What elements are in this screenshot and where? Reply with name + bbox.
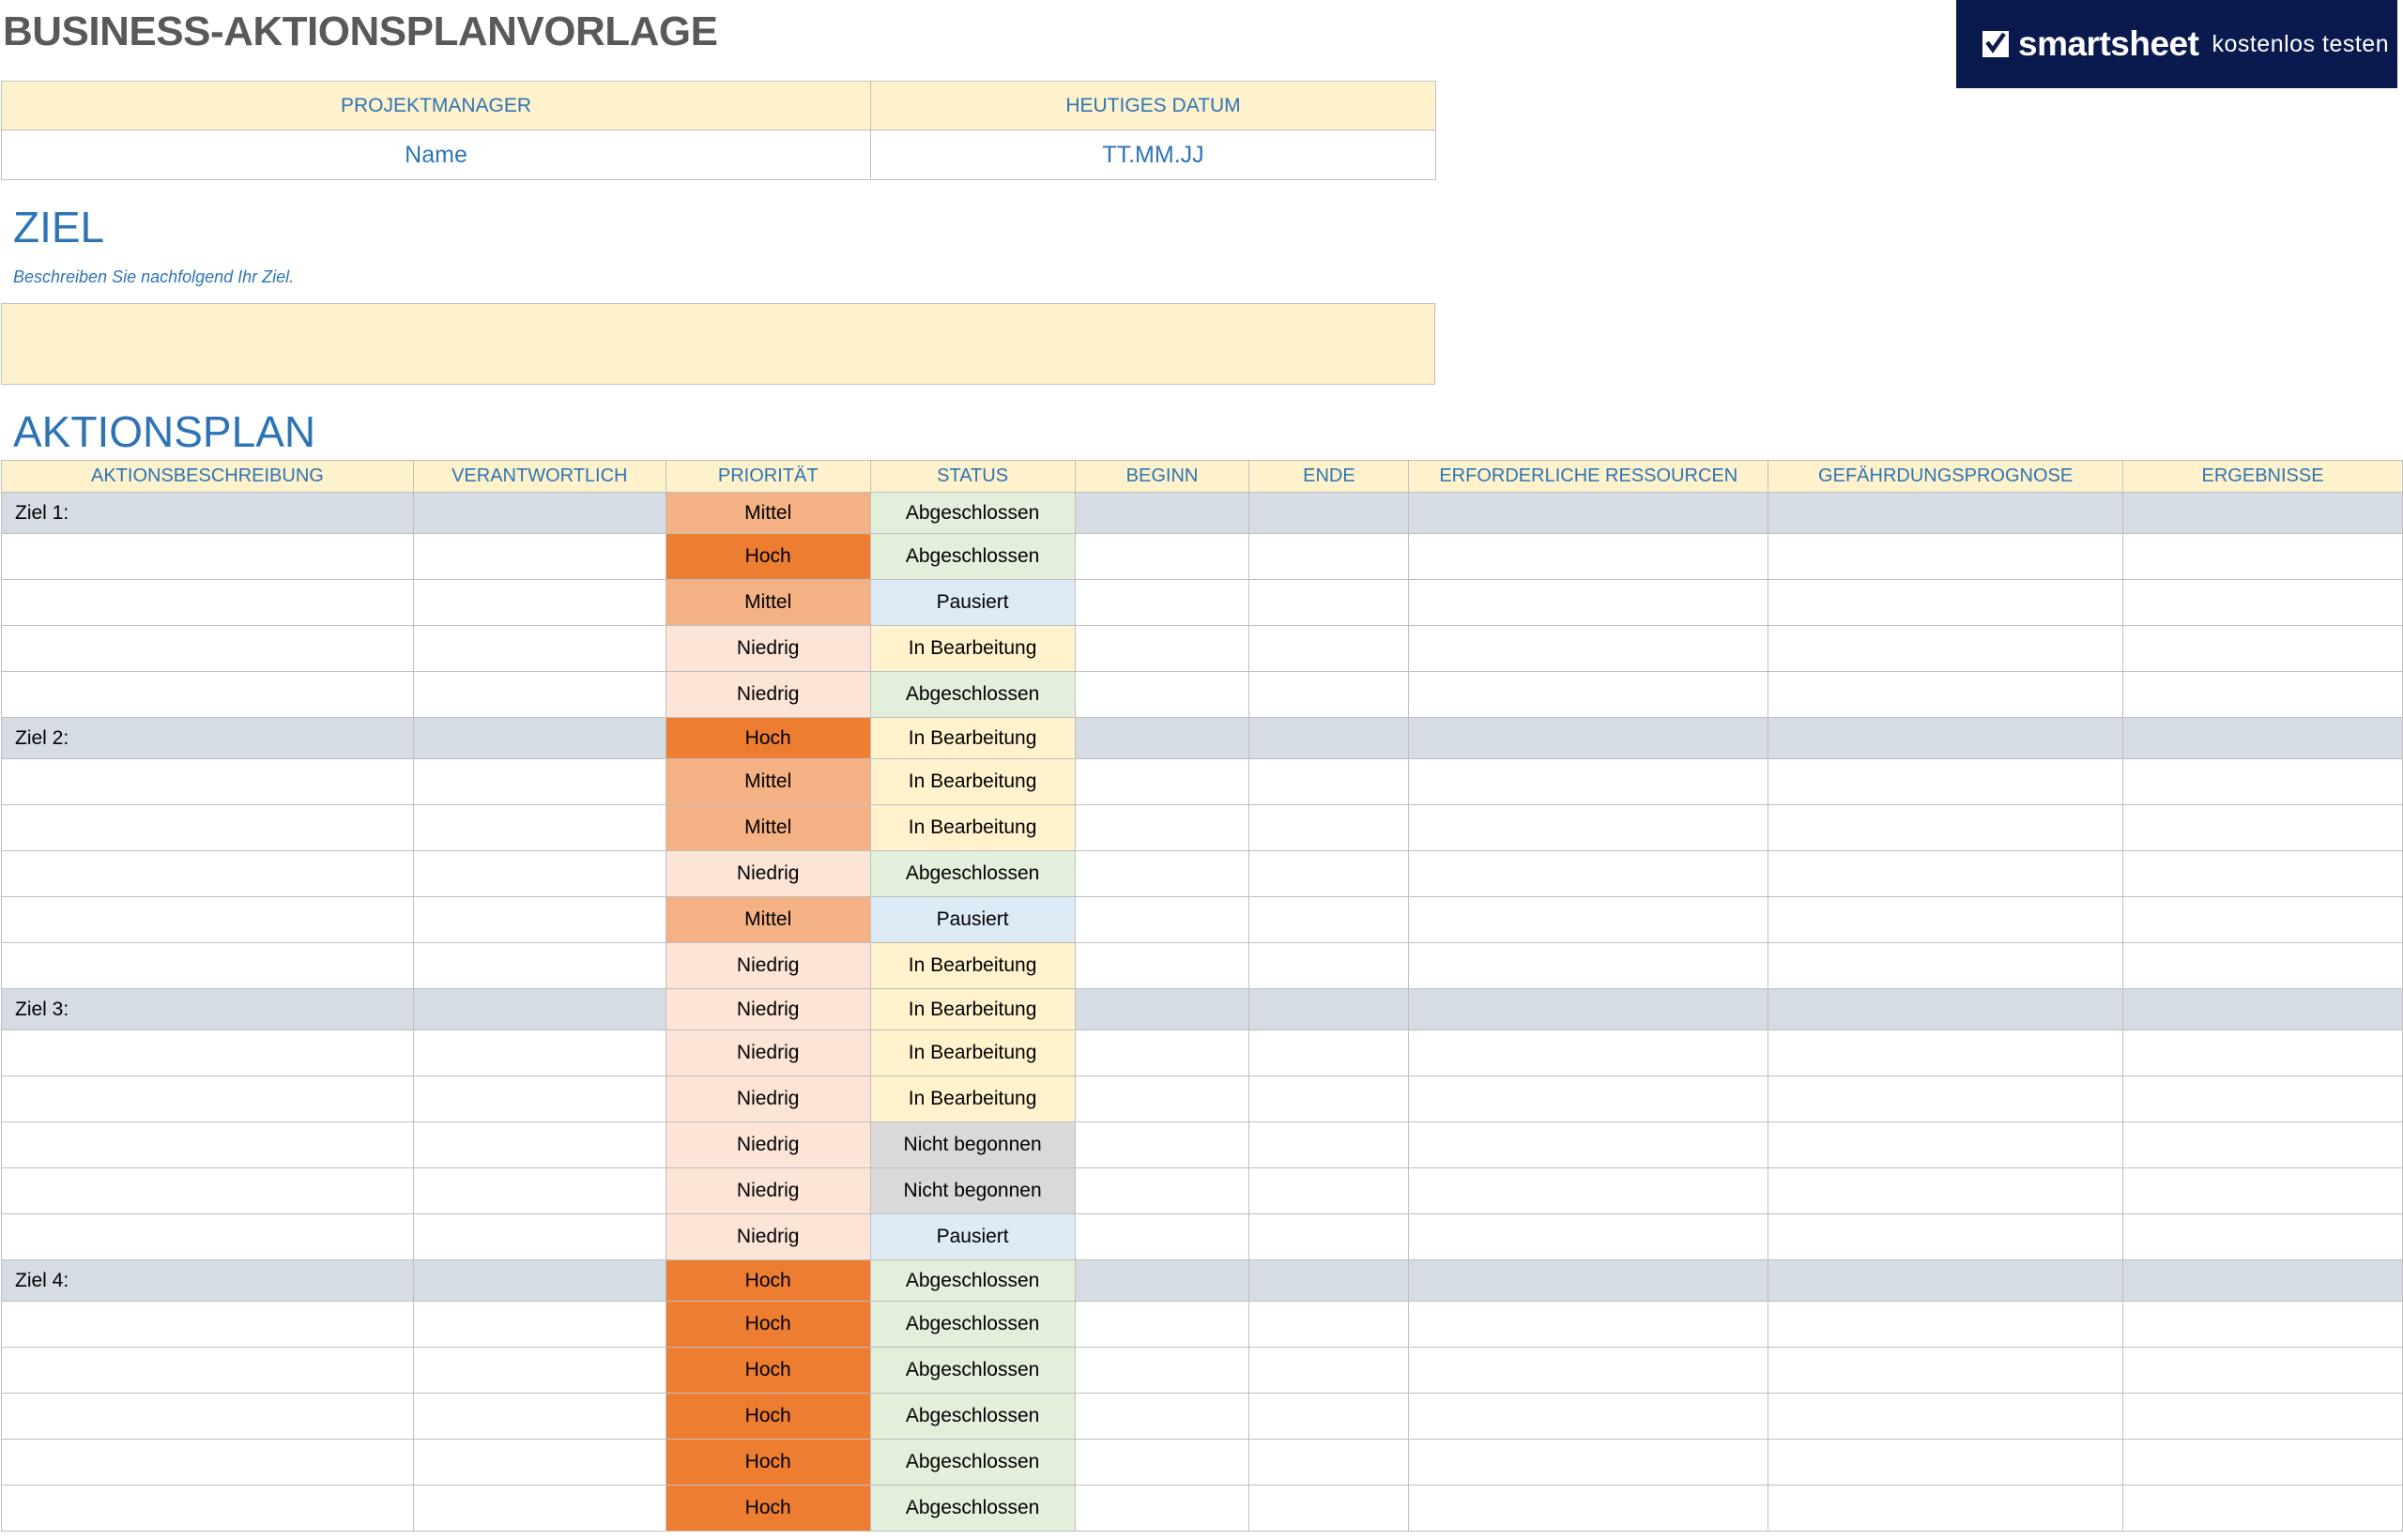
risk-cell[interactable] [1768, 759, 2123, 805]
responsible-cell[interactable] [413, 1486, 666, 1532]
responsible-cell[interactable] [413, 1260, 666, 1302]
end-cell[interactable] [1249, 1260, 1409, 1302]
goal-row [2, 1260, 2403, 1302]
responsible-cell[interactable] [413, 1076, 666, 1122]
end-cell[interactable] [1249, 1302, 1409, 1348]
column-header-resources[interactable]: ERFORDERLICHE RESSOURCEN [1409, 461, 1768, 493]
risk-cell[interactable] [1768, 493, 2123, 534]
action-description-cell[interactable] [2, 759, 414, 805]
start-cell[interactable] [1075, 534, 1249, 580]
action-description-cell[interactable] [2, 1302, 414, 1348]
responsible-cell[interactable] [413, 718, 666, 759]
results-cell[interactable] [2123, 759, 2403, 805]
risk-cell[interactable] [1768, 534, 2123, 580]
resources-cell[interactable] [1409, 1168, 1768, 1214]
risk-cell[interactable] [1768, 897, 2123, 943]
results-cell[interactable] [2123, 1168, 2403, 1214]
goal-row [2, 718, 2403, 759]
start-cell[interactable] [1075, 672, 1249, 718]
responsible-cell[interactable] [413, 1122, 666, 1168]
status-cell[interactable]: Abgeschlossen [870, 1486, 1075, 1532]
results-cell[interactable] [2123, 493, 2403, 534]
start-cell[interactable] [1075, 805, 1249, 851]
start-cell[interactable] [1075, 493, 1249, 534]
table-row [2, 759, 2403, 805]
results-cell[interactable] [2123, 1486, 2403, 1532]
results-cell[interactable] [2123, 1302, 2403, 1348]
table-row [2, 897, 2403, 943]
table-row [2, 943, 2403, 989]
goal-hint: Beschreiben Sie nachfolgend Ihr Ziel. [13, 267, 295, 286]
end-cell[interactable] [1249, 759, 1409, 805]
table-row [2, 1394, 2403, 1440]
table-row [2, 805, 2403, 851]
action-description-cell[interactable]: Ziel 3: [2, 989, 414, 1030]
responsible-cell[interactable] [413, 1030, 666, 1076]
start-cell[interactable] [1075, 718, 1249, 759]
status-cell[interactable]: Abgeschlossen [870, 1440, 1075, 1486]
end-cell[interactable] [1249, 851, 1409, 897]
status-cell[interactable]: In Bearbeitung [870, 626, 1075, 672]
status-cell[interactable]: Abgeschlossen [870, 1348, 1075, 1394]
priority-cell[interactable]: Mittel [666, 493, 870, 534]
action-description-cell[interactable] [2, 1440, 414, 1486]
status-cell[interactable]: Abgeschlossen [870, 672, 1075, 718]
column-header-results[interactable]: ERGEBNISSE [2123, 461, 2403, 493]
projectmanager-label: PROJEKTMANAGER [2, 82, 871, 130]
action-plan-header-row [2, 461, 2403, 493]
start-cell[interactable] [1075, 1348, 1249, 1394]
results-cell[interactable] [2123, 1348, 2403, 1394]
action-description-cell[interactable] [2, 851, 414, 897]
results-cell[interactable] [2123, 718, 2403, 759]
end-cell[interactable] [1249, 1486, 1409, 1532]
action-description-cell[interactable]: Ziel 1: [2, 493, 414, 534]
priority-cell[interactable]: Niedrig [666, 626, 870, 672]
start-cell[interactable] [1075, 1394, 1249, 1440]
status-cell[interactable]: Abgeschlossen [870, 1394, 1075, 1440]
resources-cell[interactable] [1409, 1076, 1768, 1122]
priority-cell[interactable]: Mittel [666, 897, 870, 943]
priority-cell[interactable]: Niedrig [666, 851, 870, 897]
priority-cell[interactable]: Niedrig [666, 1076, 870, 1122]
results-cell[interactable] [2123, 1440, 2403, 1486]
resources-cell[interactable] [1409, 1348, 1768, 1394]
responsible-cell[interactable] [413, 626, 666, 672]
risk-cell[interactable] [1768, 943, 2123, 989]
action-description-cell[interactable] [2, 897, 414, 943]
responsible-cell[interactable] [413, 1302, 666, 1348]
priority-cell[interactable]: Hoch [666, 1486, 870, 1532]
responsible-cell[interactable] [413, 534, 666, 580]
start-cell[interactable] [1075, 989, 1249, 1030]
action-description-cell[interactable] [2, 1030, 414, 1076]
responsible-cell[interactable] [413, 1168, 666, 1214]
status-cell[interactable]: Pausiert [870, 1214, 1075, 1260]
goal-row [2, 989, 2403, 1030]
resources-cell[interactable] [1409, 672, 1768, 718]
end-cell[interactable] [1249, 1348, 1409, 1394]
responsible-cell[interactable] [413, 989, 666, 1030]
column-header-end[interactable]: ENDE [1249, 461, 1409, 493]
end-cell[interactable] [1249, 1076, 1409, 1122]
action-description-cell[interactable] [2, 1076, 414, 1122]
priority-cell[interactable]: Hoch [666, 1394, 870, 1440]
results-cell[interactable] [2123, 1214, 2403, 1260]
results-cell[interactable] [2123, 534, 2403, 580]
brand-wordmark: smartsheet [2018, 24, 2199, 63]
status-cell[interactable]: In Bearbeitung [870, 1030, 1075, 1076]
end-cell[interactable] [1249, 943, 1409, 989]
smartsheet-check-icon [1982, 29, 2009, 59]
table-row [2, 851, 2403, 897]
results-cell[interactable] [2123, 672, 2403, 718]
end-cell[interactable] [1249, 1214, 1409, 1260]
status-cell[interactable]: Abgeschlossen [870, 534, 1075, 580]
priority-cell[interactable]: Hoch [666, 1302, 870, 1348]
status-cell[interactable]: In Bearbeitung [870, 805, 1075, 851]
action-description-cell[interactable] [2, 580, 414, 626]
responsible-cell[interactable] [413, 493, 666, 534]
end-cell[interactable] [1249, 718, 1409, 759]
resources-cell[interactable] [1409, 626, 1768, 672]
resources-cell[interactable] [1409, 1486, 1768, 1532]
risk-cell[interactable] [1768, 672, 2123, 718]
results-cell[interactable] [2123, 851, 2403, 897]
results-cell[interactable] [2123, 1122, 2403, 1168]
column-header-responsible[interactable]: VERANTWORTLICH [413, 461, 666, 493]
table-row [2, 1168, 2403, 1214]
risk-cell[interactable] [1768, 580, 2123, 626]
priority-cell[interactable]: Hoch [666, 1348, 870, 1394]
action-description-cell[interactable] [2, 1122, 414, 1168]
start-cell[interactable] [1075, 1302, 1249, 1348]
action-description-cell[interactable] [2, 534, 414, 580]
table-row [2, 1348, 2403, 1394]
risk-cell[interactable] [1768, 1394, 2123, 1440]
priority-cell[interactable]: Niedrig [666, 989, 870, 1030]
resources-cell[interactable] [1409, 805, 1768, 851]
resources-cell[interactable] [1409, 1122, 1768, 1168]
responsible-cell[interactable] [413, 851, 666, 897]
start-cell[interactable] [1075, 580, 1249, 626]
start-cell[interactable] [1075, 1030, 1249, 1076]
table-row [2, 580, 2403, 626]
priority-cell[interactable]: Niedrig [666, 1214, 870, 1260]
resources-cell[interactable] [1409, 759, 1768, 805]
risk-cell[interactable] [1768, 1122, 2123, 1168]
resources-cell[interactable] [1409, 1260, 1768, 1302]
resources-cell[interactable] [1409, 989, 1768, 1030]
priority-cell[interactable]: Hoch [666, 1440, 870, 1486]
table-row [2, 1076, 2403, 1122]
action-description-cell[interactable] [2, 1486, 414, 1532]
meta-value-row [2, 130, 1436, 180]
status-cell[interactable]: In Bearbeitung [870, 989, 1075, 1030]
status-cell[interactable]: In Bearbeitung [870, 1076, 1075, 1122]
end-cell[interactable] [1249, 534, 1409, 580]
status-cell[interactable]: Pausiert [870, 580, 1075, 626]
start-cell[interactable] [1075, 1260, 1249, 1302]
results-cell[interactable] [2123, 1260, 2403, 1302]
resources-cell[interactable] [1409, 534, 1768, 580]
end-cell[interactable] [1249, 1122, 1409, 1168]
priority-cell[interactable]: Niedrig [666, 1168, 870, 1214]
start-cell[interactable] [1075, 851, 1249, 897]
responsible-cell[interactable] [413, 1214, 666, 1260]
start-cell[interactable] [1075, 897, 1249, 943]
resources-cell[interactable] [1409, 580, 1768, 626]
action-description-cell[interactable] [2, 943, 414, 989]
start-cell[interactable] [1075, 1214, 1249, 1260]
resources-cell[interactable] [1409, 1394, 1768, 1440]
status-cell[interactable]: Abgeschlossen [870, 851, 1075, 897]
priority-cell[interactable]: Hoch [666, 1260, 870, 1302]
start-cell[interactable] [1075, 1440, 1249, 1486]
resources-cell[interactable] [1409, 1440, 1768, 1486]
results-cell[interactable] [2123, 1030, 2403, 1076]
projectmanager-field[interactable]: Name [2, 130, 871, 180]
responsible-cell[interactable] [413, 943, 666, 989]
end-cell[interactable] [1249, 493, 1409, 534]
resources-cell[interactable] [1409, 1302, 1768, 1348]
status-cell[interactable]: Pausiert [870, 897, 1075, 943]
column-header-status[interactable]: STATUS [870, 461, 1075, 493]
table-row [2, 1214, 2403, 1260]
table-row [2, 672, 2403, 718]
risk-cell[interactable] [1768, 1486, 2123, 1532]
results-cell[interactable] [2123, 897, 2403, 943]
start-cell[interactable] [1075, 943, 1249, 989]
priority-cell[interactable]: Niedrig [666, 672, 870, 718]
resources-cell[interactable] [1409, 943, 1768, 989]
action-description-cell[interactable] [2, 626, 414, 672]
start-cell[interactable] [1075, 759, 1249, 805]
action-description-cell[interactable]: Ziel 4: [2, 1260, 414, 1302]
status-cell[interactable]: Nicht begonnen [870, 1168, 1075, 1214]
goal-input[interactable] [1, 303, 1435, 385]
resources-cell[interactable] [1409, 493, 1768, 534]
results-cell[interactable] [2123, 989, 2403, 1030]
priority-cell[interactable]: Hoch [666, 718, 870, 759]
results-cell[interactable] [2123, 1076, 2403, 1122]
risk-cell[interactable] [1768, 805, 2123, 851]
priority-cell[interactable]: Niedrig [666, 1122, 870, 1168]
risk-cell[interactable] [1768, 989, 2123, 1030]
risk-cell[interactable] [1768, 1302, 2123, 1348]
start-cell[interactable] [1075, 1486, 1249, 1532]
column-header-priority[interactable]: PRIORITÄT [666, 461, 870, 493]
status-cell[interactable]: Abgeschlossen [870, 1260, 1075, 1302]
table-row [2, 1486, 2403, 1532]
priority-cell[interactable]: Mittel [666, 805, 870, 851]
risk-cell[interactable] [1768, 626, 2123, 672]
page-title: BUSINESS-AKTIONSPLANVORLAGE [3, 8, 718, 54]
status-cell[interactable]: In Bearbeitung [870, 759, 1075, 805]
end-cell[interactable] [1249, 1168, 1409, 1214]
status-cell[interactable]: Nicht begonnen [870, 1122, 1075, 1168]
end-cell[interactable] [1249, 1394, 1409, 1440]
action-description-cell[interactable] [2, 1168, 414, 1214]
table-row [2, 1302, 2403, 1348]
priority-cell[interactable]: Hoch [666, 534, 870, 580]
risk-cell[interactable] [1768, 1168, 2123, 1214]
smartsheet-trial-banner[interactable] [1956, 0, 2397, 88]
status-cell[interactable]: Abgeschlossen [870, 1302, 1075, 1348]
responsible-cell[interactable] [413, 672, 666, 718]
risk-cell[interactable] [1768, 851, 2123, 897]
table-row [2, 626, 2403, 672]
date-field[interactable]: TT.MM.JJ [871, 130, 1436, 180]
priority-cell[interactable]: Niedrig [666, 943, 870, 989]
start-cell[interactable] [1075, 1168, 1249, 1214]
action-description-cell[interactable] [2, 805, 414, 851]
table-row [2, 1030, 2403, 1076]
end-cell[interactable] [1249, 805, 1409, 851]
priority-cell[interactable]: Niedrig [666, 1030, 870, 1076]
start-cell[interactable] [1075, 626, 1249, 672]
meta-header-row [2, 82, 1436, 130]
end-cell[interactable] [1249, 897, 1409, 943]
column-header-description[interactable]: AKTIONSBESCHREIBUNG [2, 461, 414, 493]
goal-row [2, 493, 2403, 534]
results-cell[interactable] [2123, 805, 2403, 851]
responsible-cell[interactable] [413, 1394, 666, 1440]
action-description-cell[interactable]: Ziel 2: [2, 718, 414, 759]
responsible-cell[interactable] [413, 759, 666, 805]
risk-cell[interactable] [1768, 1348, 2123, 1394]
risk-cell[interactable] [1768, 1030, 2123, 1076]
results-cell[interactable] [2123, 580, 2403, 626]
priority-cell[interactable]: Mittel [666, 759, 870, 805]
responsible-cell[interactable] [413, 1348, 666, 1394]
responsible-cell[interactable] [413, 805, 666, 851]
table-row [2, 1440, 2403, 1486]
risk-cell[interactable] [1768, 1214, 2123, 1260]
goal-heading: ZIEL [13, 203, 105, 252]
end-cell[interactable] [1249, 626, 1409, 672]
resources-cell[interactable] [1409, 718, 1768, 759]
resources-cell[interactable] [1409, 1214, 1768, 1260]
action-plan-heading: AKTIONSPLAN [13, 407, 316, 456]
responsible-cell[interactable] [413, 897, 666, 943]
date-label: HEUTIGES DATUM [871, 82, 1436, 130]
priority-cell[interactable]: Mittel [666, 580, 870, 626]
end-cell[interactable] [1249, 1440, 1409, 1486]
column-header-start[interactable]: BEGINN [1075, 461, 1249, 493]
trial-link[interactable]: kostenlos testen [2212, 30, 2390, 57]
resources-cell[interactable] [1409, 897, 1768, 943]
resources-cell[interactable] [1409, 1030, 1768, 1076]
table-row [2, 1122, 2403, 1168]
risk-cell[interactable] [1768, 1076, 2123, 1122]
column-header-risk[interactable]: GEFÄHRDUNGSPROGNOSE [1768, 461, 2123, 493]
end-cell[interactable] [1249, 989, 1409, 1030]
start-cell[interactable] [1075, 1076, 1249, 1122]
responsible-cell[interactable] [413, 580, 666, 626]
resources-cell[interactable] [1409, 851, 1768, 897]
responsible-cell[interactable] [413, 1440, 666, 1486]
risk-cell[interactable] [1768, 1440, 2123, 1486]
status-cell[interactable]: In Bearbeitung [870, 943, 1075, 989]
end-cell[interactable] [1249, 580, 1409, 626]
results-cell[interactable] [2123, 626, 2403, 672]
end-cell[interactable] [1249, 1030, 1409, 1076]
start-cell[interactable] [1075, 1122, 1249, 1168]
status-cell[interactable]: Abgeschlossen [870, 493, 1075, 534]
action-description-cell[interactable] [2, 1348, 414, 1394]
table-row [2, 534, 2403, 580]
action-description-cell[interactable] [2, 1214, 414, 1260]
results-cell[interactable] [2123, 1394, 2403, 1440]
results-cell[interactable] [2123, 943, 2403, 989]
project-meta-table [1, 81, 1436, 180]
action-description-cell[interactable] [2, 1394, 414, 1440]
end-cell[interactable] [1249, 672, 1409, 718]
risk-cell[interactable] [1768, 718, 2123, 759]
action-description-cell[interactable] [2, 672, 414, 718]
action-plan-table [1, 460, 2403, 1532]
status-cell[interactable]: In Bearbeitung [870, 718, 1075, 759]
risk-cell[interactable] [1768, 1260, 2123, 1302]
